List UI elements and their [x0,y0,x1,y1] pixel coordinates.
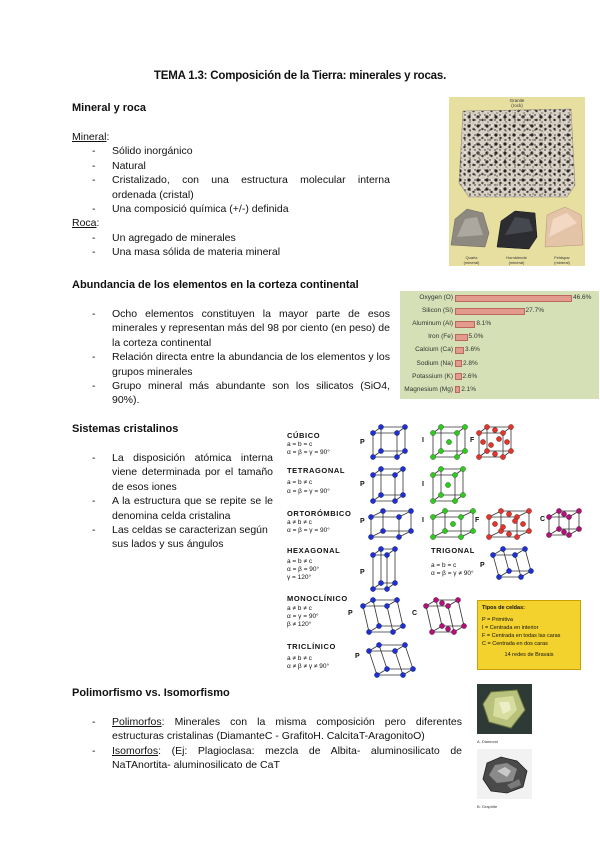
system-triclinico-l1: a ≠ b ≠ c [287,655,312,662]
cell-letter: P [360,481,365,488]
mineral-colon: : [106,131,110,143]
lattice-triclinic-p [366,642,415,677]
diamond-caption: A. Diamond [477,739,498,744]
page-title: TEMA 1.3: Composición de la Tierra: minerales y rocas. [153,70,447,82]
granite-label-1: Granite [509,98,525,103]
chart-category-label: Potassium (K) [412,372,453,380]
polimorfos-label: Polimorfos [112,716,162,728]
chart-row [400,293,599,303]
polimorfismo-list [92,715,462,773]
system-cubico-l1: a = b = c [287,441,313,448]
cell-letter: I [422,481,424,488]
chart-category-label: Iron (Fe) [428,333,453,341]
list-item: - Ocho elementos constituyen la mayor parte de esos minerales y representan más del 98 por ciento (en peso) de la corteza continental [92,307,390,350]
legend-line: P = Primitiva [482,617,513,623]
diamond-image [477,684,532,734]
system-ortorombico-l1: a ≠ b ≠ c [287,519,312,526]
lattice-cubic-i [430,424,467,459]
chart-bar [455,360,462,367]
chart-category-label: Silicon (Si) [421,307,453,315]
lattice-monoclinic-p [360,597,405,634]
cell-types-legend [477,600,581,670]
cell-letter: C [412,610,418,617]
system-trigonal-l2: α = β = γ ≠ 90° [431,570,474,577]
list-item: - La disposición atómica interna viene determinada por el tamaño de esos iones [92,451,273,494]
list-item: - A la estructura que se repite se le denomina celda cristalina [92,494,273,523]
abundancia-list [92,307,390,408]
cell-letter: P [355,653,360,660]
chart-value-label: 5.0% [468,333,484,341]
system-monoclinico-l3: β ≠ 120° [287,621,312,628]
system-name-triclinico: TRICLÍNICO [287,642,336,651]
chart-row [400,345,599,355]
roca-colon: : [96,217,100,230]
system-name-tetragonal: TETRAGONAL [287,466,346,475]
isomorfos-text: : (Ej: Plagioclasa: mezcla de Albita- aluminosilicato de NaTAnortita- aluminosilicato de CaT [112,744,462,772]
granite-label-2: (rock) [511,103,523,108]
cell-letter: P [348,610,353,617]
chart-bar [455,321,475,328]
system-hexagonal-l1: a = b ≠ c [287,558,313,565]
diamond-photo [477,684,532,742]
chart-row [400,372,599,382]
list-item: - Las celdas se caracterizan según sus lados y sus ángulos [92,523,273,552]
lattice-tetragonal-i [430,466,465,503]
legend-footer: 14 redes de Bravais [504,652,554,658]
section-heading-mineral-roca: Mineral y roca [72,102,146,114]
lattice-hexagonal-p [370,546,397,591]
quartz-caption: Quartz (mineral) [463,255,480,265]
chart-bar [455,386,460,393]
chart-category-label: Calcium (Ca) [415,346,453,354]
list-item: - Sólido inorgánico [92,144,390,158]
mineral-label: Mineral [72,131,107,143]
system-tetragonal-l2: α = β = γ = 90° [287,488,330,495]
chart-category-label: Aluminum (Al) [412,320,453,328]
list-item: - Natural [92,159,390,173]
chart-value-label: 8.1% [476,320,492,328]
element-abundance-chart [400,291,599,399]
system-name-trigonal: TRIGONAL [431,546,475,555]
chart-bar [455,308,525,315]
lattice-orthorhombic-p [368,508,413,539]
lattice-cubic-p [370,424,407,459]
lattice-tetragonal-p [370,466,405,503]
chart-value-label: 2.8% [463,359,478,367]
list-item: - Relación directa entre la abundancia de los elementos y los grupos minerales [92,350,390,379]
granite-illustration [449,97,585,266]
roca-label-line [72,216,390,230]
system-name-cubico: CÚBICO [287,431,321,440]
chart-value-label: 27.7% [525,307,544,315]
chart-value-label: 2.1% [461,385,477,393]
chart-bar [455,347,464,354]
cell-letter: P [360,569,365,576]
chart-row [400,359,599,369]
list-item [92,715,462,744]
chart-category-label: Oxygen (O) [419,294,453,301]
lattice-orthorhombic-c [546,508,581,537]
section-heading-abundancia: Abundancia de los elementos en la corteza continental [72,279,359,291]
legend-line: C = Centrada en dos caras [482,641,548,647]
chart-category-label: Sodium (Na) [416,359,453,367]
section-heading-sistemas: Sistemas cristalinos [72,423,179,435]
system-hexagonal-l2: α = β = 90° [287,566,320,573]
system-name-hexagonal: HEXAGONAL [287,546,341,555]
system-name-ortorombico: ORTORÓMBICO [287,509,352,518]
system-name-monoclinico: MONOCLÍNICO [287,594,348,603]
chart-value-label: 2.6% [462,372,478,380]
isomorfos-label: Isomorfos [112,744,159,757]
lattice-orthorhombic-i [430,508,475,539]
sistemas-list [92,451,273,552]
chart-bar [455,295,572,302]
chart-bar [455,334,468,341]
chart-row [400,385,599,395]
chart-bar [455,373,462,380]
hornblende-caption: Hornblende (mineral) [506,255,527,265]
lattice-cubic-f [476,424,513,459]
cell-letter: P [480,562,485,569]
chart-value-label: 46.6% [573,294,592,301]
list-item [92,744,462,773]
mineral-roca-block [72,130,390,260]
chart-row [400,319,599,329]
list-item: - Un agregado de minerales [92,231,390,245]
chart-category-label: Magnesium (Mg) [404,385,453,393]
cell-letter: I [422,517,424,524]
cell-letter: P [360,518,365,525]
feldspar-caption: Feldspar (mineral) [554,255,570,265]
system-monoclinico-l2: α = γ = 90° [287,613,319,620]
roca-list [92,231,390,260]
system-tetragonal-l1: a = b ≠ c [287,479,313,486]
legend-title: Tipos de celdas: [482,605,525,611]
legend-line: I = Centrada en interior [482,625,539,631]
graphite-caption: B. Graphite [477,804,498,809]
list-item: - Cristalizado, con una estructura molecular interna ordenada (cristal) [92,173,390,202]
roca-label: Roca [72,217,97,230]
system-hexagonal-l3: γ = 120° [287,574,312,581]
chart-row [400,306,599,316]
graphite-photo [477,749,532,807]
mineral-list [92,144,390,216]
cell-letter: I [422,437,424,444]
cell-letter: F [475,517,480,524]
section-heading-polimorfismo: Polimorfismo vs. Isomorfismo [72,687,230,699]
polimorfos-text: : Minerales con la misma composición pero diferentes estructuras cristalinas (DiamanteC - GrafitoH. CalcitaT-AragonitoO) [112,716,462,743]
mineral-label-line [72,130,390,144]
system-triclinico-l2: α ≠ β ≠ γ ≠ 90° [287,663,330,670]
lattice-monoclinic-c [423,597,466,634]
list-item: - Grupo mineral más abundante son los silicatos (SiO4, 90%). [92,379,390,408]
lattice-orthorhombic-f [486,508,531,539]
system-cubico-l2: α = β = γ = 90° [287,449,330,456]
system-trigonal-l1: a = b = c [431,562,457,569]
granite-figure [449,97,585,266]
list-item: - Una masa sólida de materia mineral [92,245,390,259]
chart-row [400,332,599,342]
graphite-image [477,749,532,799]
system-monoclinico-l1: a ≠ b ≠ c [287,605,312,612]
legend-line: F = Centrada en todas las caras [482,633,561,639]
system-ortorombico-l2: α = β = γ = 90° [287,527,330,534]
lattice-trigonal-p [490,546,533,579]
cell-letter: F [470,437,475,444]
cell-letter: P [360,439,365,446]
chart-value-label: 3.6% [465,346,480,354]
list-item: - Una composició química (+/-) definida [92,202,390,216]
cell-letter: C [540,516,546,523]
